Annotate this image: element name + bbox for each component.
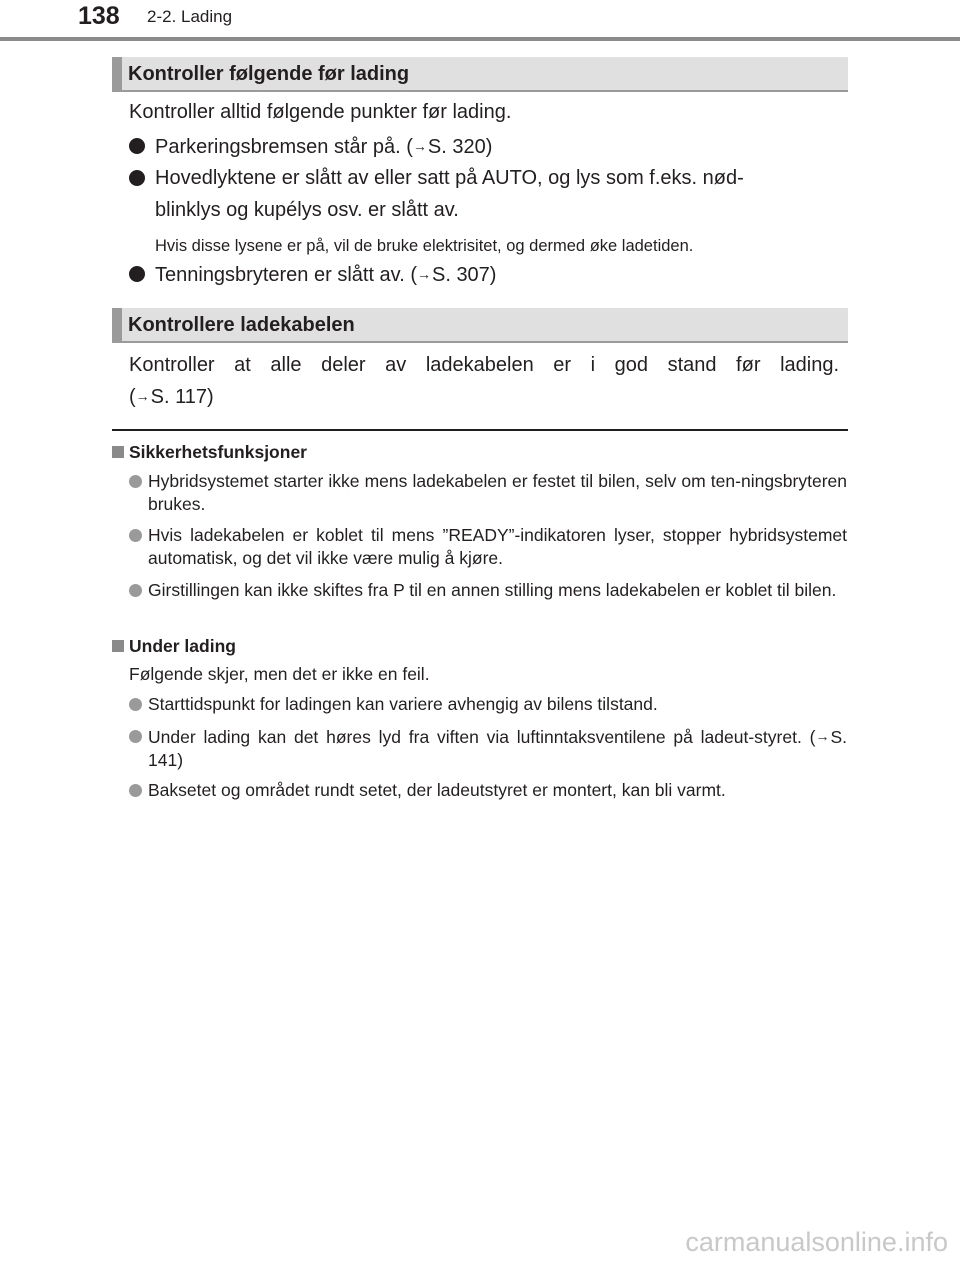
bullet-icon	[129, 170, 145, 186]
charging-intro: Følgende skjer, men det er ikke en feil.	[129, 664, 430, 684]
check-item-headlights-line2: blinklys og kupélys osv. er slått av.	[155, 199, 459, 221]
section-heading-check-before-charging	[112, 57, 848, 92]
gray-bullet-icon	[129, 698, 142, 711]
cable-check-line1: Kontroller at alle deler av ladekabelen er i god stand før lading.	[129, 354, 839, 376]
safety-note-2: Hvis ladekabelen er koblet til mens ”READY”-indikatoren lyser, stopper hybridsystemet automatisk, og det vil ikke være mulig å kjøre.	[148, 525, 847, 568]
gray-bullet-icon	[129, 784, 142, 797]
section-heading-check-cable	[112, 308, 848, 343]
section-title: Kontrollere ladekabelen	[128, 314, 355, 336]
check-item-text: Parkeringsbremsen står på. (	[155, 136, 413, 158]
check-item-text: Tenningsbryteren er slått av. (	[155, 264, 417, 286]
watermark-text: carmanualsonline.info	[685, 1227, 948, 1257]
note-heading-safety: Sikkerhetsfunksjoner	[129, 442, 307, 462]
cable-check-line2	[129, 380, 214, 413]
lights-note: Hvis disse lysene er på, vil de bruke elektrisitet, og dermed øke ladetiden.	[155, 237, 694, 255]
safety-note-3: Girstillingen kan ikke skiftes fra P til en annen stilling mens ladekabelen er koblet til bilen.	[148, 580, 837, 600]
header-rule	[0, 37, 960, 41]
gray-bullet-icon	[129, 475, 142, 488]
page-reference-link[interactable]: S. 141)	[148, 727, 847, 770]
safety-note-1: Hybridsystemet starter ikke mens ladekabelen er festet til bilen, selv om ten-ningsbryteren brukes.	[148, 471, 847, 514]
square-bullet-icon	[112, 640, 124, 652]
section-divider	[112, 429, 848, 431]
right-arrow-icon: →	[815, 728, 830, 744]
bullet-icon	[129, 138, 145, 154]
page-reference-link[interactable]: S. 320)	[427, 136, 493, 158]
right-arrow-icon: →	[416, 266, 431, 282]
right-arrow-icon: →	[412, 138, 427, 154]
square-bullet-icon	[112, 446, 124, 458]
section-accent	[112, 308, 122, 341]
section-title: Kontroller følgende før lading	[128, 63, 410, 85]
note-heading-charging: Under lading	[129, 636, 236, 656]
page-reference-link[interactable]: S. 117)	[150, 386, 214, 408]
page-number: 138	[78, 2, 120, 30]
bullet-icon	[129, 266, 145, 282]
section-accent	[112, 57, 122, 90]
page-header	[0, 0, 960, 42]
charging-note-1: Starttidspunkt for ladingen kan variere avhengig av bilens tilstand.	[148, 694, 658, 714]
gray-bullet-icon	[129, 584, 142, 597]
check-item-headlights-line1: Hovedlyktene er slått av eller satt på AUTO, og lys som f.eks. nød-	[155, 167, 744, 189]
page-reference-link[interactable]: S. 307)	[431, 264, 497, 286]
gray-bullet-icon	[129, 730, 142, 743]
section-intro: Kontroller alltid følgende punkter før lading.	[129, 101, 512, 123]
check-item-ignition	[155, 258, 496, 291]
charging-note-3: Baksetet og området rundt setet, der ladeutstyret er montert, kan bli varmt.	[148, 780, 726, 800]
charging-note-2-text: Under lading kan det høres lyd fra viften via luftinntaksventilene på ladeut-styret. (	[148, 727, 816, 747]
chapter-title: 2-2. Lading	[147, 7, 233, 26]
check-item-parking-brake	[155, 130, 492, 163]
charging-note-2	[148, 725, 847, 772]
paren: (	[129, 386, 136, 408]
right-arrow-icon: →	[135, 388, 150, 404]
gray-bullet-icon	[129, 529, 142, 542]
